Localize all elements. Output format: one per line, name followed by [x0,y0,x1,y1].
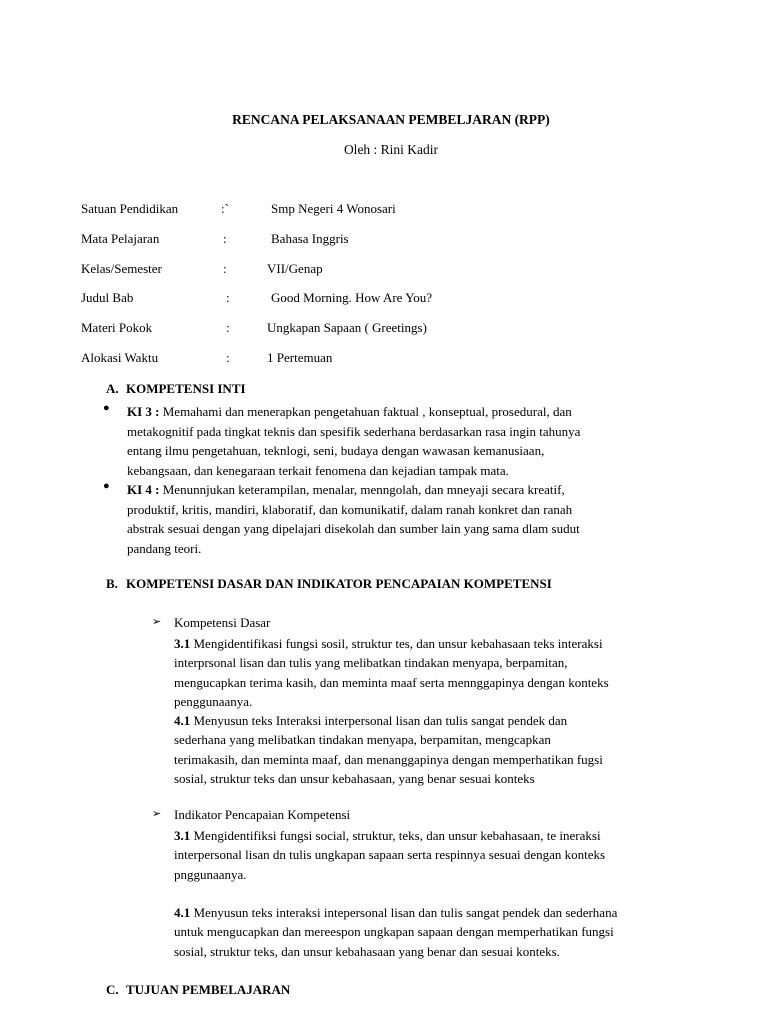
kd-code: 3.1 [174,636,191,651]
ki-line: produktif, kritis, mandiri, klaboratif, dan komunikatif, dalam ranah konkret dan ranah [127,501,573,517]
kd-code: 4.1 [174,713,191,728]
info-value: 1 Pertemuan [267,350,333,365]
section-a-heading [106,381,246,397]
info-separator: : [226,320,230,335]
section-title: KOMPETENSI DASAR DAN INDIKATOR PENCAPAIAN KOMPETENSI [126,576,552,591]
info-value: Good Morning. How Are You? [271,290,433,305]
kd-title: Kompetensi Dasar [174,615,271,630]
document-title: RENCANA PELAKSANAAN PEMBELJARAN (RPP) [232,112,550,127]
ipk-code: 3.1 [174,828,191,843]
info-label: Alokasi Waktu [81,350,159,365]
ki-line: Menunnjukan keterampilan, menalar, menngolah, dan mneyaji secara kreatif, [159,482,565,497]
kd-line: sederhana yang melibatkan tindakan menyapa, berpamitan, mengcapkan [174,732,551,748]
ipk-line: pnggunaanya. [174,866,247,882]
section-c-heading [106,982,290,998]
ipk-item-3-1 [174,826,704,884]
ki3-text [127,402,687,480]
info-value: Smp Negeri 4 Wonosari [271,201,396,216]
section-letter: B. [106,576,118,591]
section-title: TUJUAN PEMBELAJARAN [126,982,291,997]
ki4-item [103,480,683,560]
ipk-line: sosial, struktur teks, dan unsur kebahasaan yang benar dan sesuai konteks. [174,943,560,959]
info-value: Ungkapan Sapaan ( Greetings) [267,320,427,335]
info-label: Satuan Pendidikan [81,201,179,216]
ki-line: entang ilmu pengetahuan, teknlogi, seni, budaya dengan wawasan kemanusiaan, [127,443,545,458]
info-separator: :` [221,201,229,216]
ki-line: Memahami dan menerapkan pengetahuan faktual , konseptual, prosedural, dan [159,404,572,419]
ki-code: KI 3 : [127,404,160,419]
ki-line: kebangsaan, dan kenegaraan terkait fenomena dan kejadian tampak mata. [127,462,509,478]
kd-item-4-1 [174,711,704,788]
kd-line: terimakasih, dan meminta maaf, dan menanggapinya dengan memperhatikan fugsi [174,751,603,767]
ipk-line: Mengidentifiksi fungsi social, struktur, teks, dan unsur kebahasaan, te ineraksi [190,828,601,843]
bullet-icon: ● [103,402,110,414]
ki-line: metakognitif pada tingkat teknis dan spesifik sederhana berdasarkan rasa ingin tahunya [127,423,581,439]
kd-line: penggunaanya. [174,693,253,709]
ki-line: pandang teori. [127,540,202,556]
ipk-item-4-1 [174,903,704,961]
section-letter: A. [106,381,119,396]
document-author: Oleh : Rini Kadir [343,142,439,157]
kd-line: mengucapkan terima kasih, dan meminta maaf serta mennggapinya dengan konteks [174,674,609,690]
kd-line: Mengidentifikasi fungsi sosil, struktur tes, dan unsur kebahasaan teks interaksi [190,636,603,651]
info-label: Judul Bab [81,290,134,305]
ipk-line: Menyusun teks interaksi intepersonal lisan dan tulis sangat pendek dan sederhana [190,905,618,920]
kd-line: Menyusun teks Interaksi interpersonal lisan dan tulis sangat pendek dan [190,713,568,728]
info-separator: : [223,261,227,276]
info-value: Bahasa Inggris [271,231,349,246]
ki4-text [127,480,687,558]
arrow-bullet-icon: ➢ [152,808,162,820]
ipk-line: interpersonal lisan dn tulis ungkapan sapaan serta respinnya sesuai dengan konteks [174,847,606,863]
info-value: VII/Genap [267,261,323,276]
arrow-bullet-icon: ➢ [152,616,162,628]
bullet-icon: ● [103,480,110,492]
info-label: Mata Pelajaran [81,231,160,246]
section-title: KOMPETENSI INTI [126,381,246,396]
kd-item-3-1 [174,634,704,711]
ipk-group [152,807,712,967]
info-label: Materi Pokok [81,320,153,335]
info-separator: : [226,290,230,305]
kd-line: sosial, struktur teks dan unsur kebahasaan, yang benar sesuai konteks [174,770,535,786]
ki3-item [103,402,683,482]
ki-code: KI 4 : [127,482,160,497]
info-label: Kelas/Semester [81,261,162,276]
ipk-title: Indikator Pencapaian Kompetensi [174,807,351,822]
info-separator: : [226,350,230,365]
info-separator: : [223,231,227,246]
ipk-line: untuk mengucapkan dan mereespon ungkapan sapaan dengan memperhatikan fungsi [174,924,614,940]
section-b-heading [106,576,552,592]
ipk-code: 4.1 [174,905,191,920]
kd-line: interprsonal lisan dan tulis yang melibatkan tindakan menyapa, berpamitan, [174,655,568,671]
ki-line: abstrak sesuai dengan yang dipelajari disekolah dan sumber lain yang sama dlam sudut [127,521,580,536]
section-letter: C. [106,982,119,997]
kd-group [152,615,712,785]
